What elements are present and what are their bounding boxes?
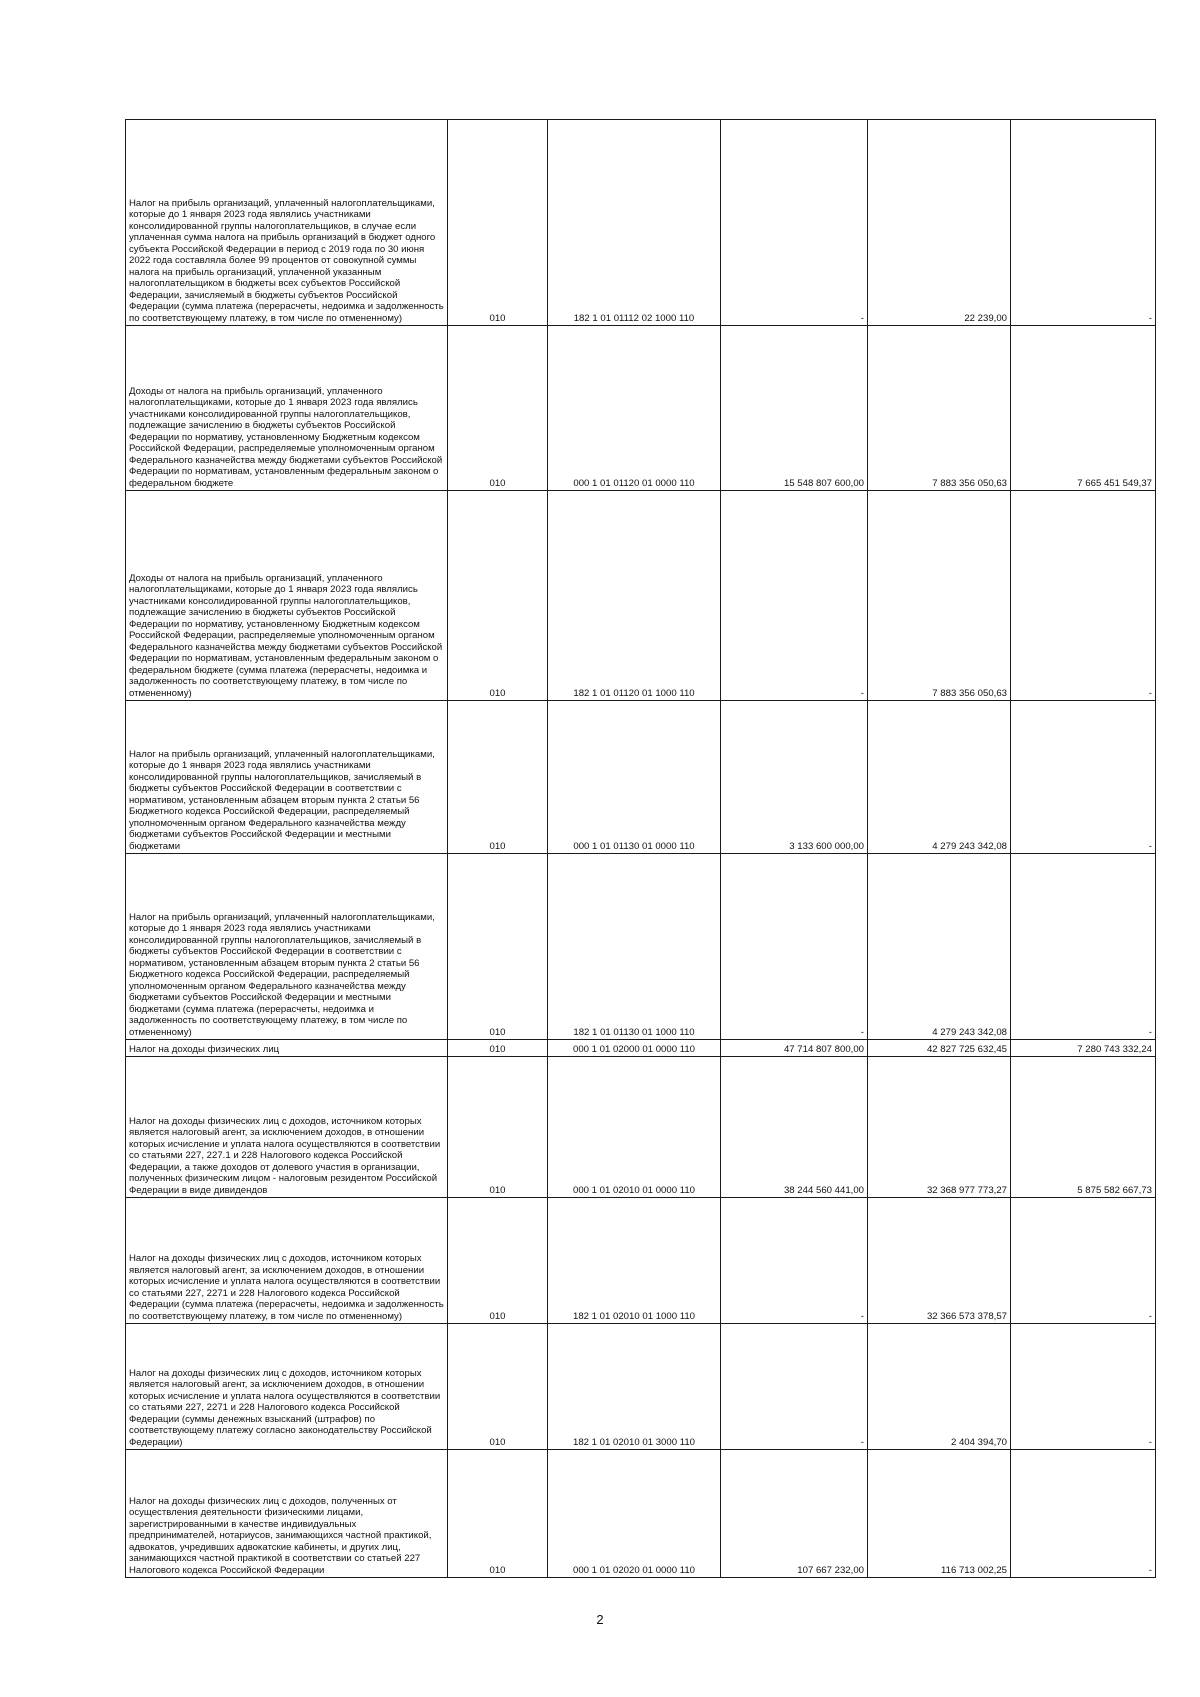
line-code-cell: 010 — [448, 1324, 548, 1450]
income-name-cell: Налог на доходы физических лиц с доходов, источником которых является налоговый агент, за исключением доходов, в отношении которых исчисление и уплата налога осуществляются в соответствии со статьями 227, 2271 и 228 Налогового кодекса Российской Федерации (сумма платежа (перерасчеты, недоимка и задолженность по соответствующему платежу, в том числе по отмененному) — [126, 1198, 448, 1324]
approved-amount-cell: 3 133 600 000,00 — [721, 701, 868, 854]
budget-classification-code-cell: 000 1 01 02000 01 0000 110 — [548, 1040, 721, 1057]
approved-amount-cell: - — [721, 491, 868, 701]
approved-amount-cell: 15 548 807 600,00 — [721, 326, 868, 491]
line-code-cell: 010 — [448, 1198, 548, 1324]
income-name-cell: Налог на прибыль организаций, уплаченный налогоплательщиками, которые до 1 января 2023 года являлись участниками консолидированной группы налогоплательщиков, зачисляемый в бюджеты субъектов Российской Федерации в соответствии с нормативом, установленным абзацем вторым пункта 2 статьи 56 Бюджетного кодекса Российской Федерации, распределяемый уполномоченным органом Федерального казначейства между бюджетами субъектов Российской Федерации и местными бюджетами — [126, 701, 448, 854]
approved-amount-cell: - — [721, 854, 868, 1040]
executed-amount-cell: 22 239,00 — [868, 120, 1011, 326]
income-name-cell: Доходы от налога на прибыль организаций, уплаченного налогоплательщиками, которые до 1 января 2023 года являлись участниками консолидированной группы налогоплательщиков, подлежащие зачислению в бюджеты субъектов Российской Федерации по нормативу, установленному Бюджетным кодексом Российской Федерации, распределяемые уполномоченным органом Федерального казначейства между бюджетами субъектов Российской Федерации по нормативам, установленным федеральным законом о федеральном бюджете (сумма платежа (перерасчеты, недоимка и задолженность по соответствующему платежу, в том числе по отмененному) — [126, 491, 448, 701]
table-row — [126, 1040, 1156, 1057]
approved-amount-cell: - — [721, 1198, 868, 1324]
table-row — [126, 491, 1156, 701]
executed-amount-cell: 42 827 725 632,45 — [868, 1040, 1011, 1057]
unexecuted-amount-cell: - — [1011, 491, 1156, 701]
budget-classification-code-cell: 000 1 01 01120 01 0000 110 — [548, 326, 721, 491]
approved-amount-cell: - — [721, 120, 868, 326]
line-code-cell: 010 — [448, 491, 548, 701]
budget-classification-code-cell: 182 1 01 01112 02 1000 110 — [548, 120, 721, 326]
unexecuted-amount-cell: - — [1011, 1324, 1156, 1450]
table-row — [126, 326, 1156, 491]
table-row — [126, 701, 1156, 854]
income-name-cell: Налог на доходы физических лиц — [126, 1040, 448, 1057]
unexecuted-amount-cell: - — [1011, 1450, 1156, 1578]
executed-amount-cell: 4 279 243 342,08 — [868, 701, 1011, 854]
budget-classification-code-cell: 000 1 01 01130 01 0000 110 — [548, 701, 721, 854]
unexecuted-amount-cell: 7 280 743 332,24 — [1011, 1040, 1156, 1057]
executed-amount-cell: 116 713 002,25 — [868, 1450, 1011, 1578]
line-code-cell: 010 — [448, 854, 548, 1040]
table-row — [126, 1057, 1156, 1198]
income-name-cell: Доходы от налога на прибыль организаций, уплаченного налогоплательщиками, которые до 1 января 2023 года являлись участниками консолидированной группы налогоплательщиков, подлежащие зачислению в бюджеты субъектов Российской Федерации по нормативу, установленному Бюджетным кодексом Российской Федерации, распределяемые уполномоченным органом Федерального казначейства между бюджетами субъектов Российской Федерации по нормативам, установленным федеральным законом о федеральном бюджете — [126, 326, 448, 491]
budget-classification-code-cell: 000 1 01 02010 01 0000 110 — [548, 1057, 721, 1198]
executed-amount-cell: 32 368 977 773,27 — [868, 1057, 1011, 1198]
income-name-cell: Налог на доходы физических лиц с доходов, полученных от осуществления деятельности физическими лицами, зарегистрированными в качестве индивидуальных предпринимателей, нотариусов, занимающихся частной практикой, адвокатов, учредивших адвокатские кабинеты, и других лиц, занимающихся частной практикой в соответствии со статьей 227 Налогового кодекса Российской Федерации — [126, 1450, 448, 1578]
income-name-cell: Налог на прибыль организаций, уплаченный налогоплательщиками, которые до 1 января 2023 года являлись участниками консолидированной группы налогоплательщиков, в случае если уплаченная сумма налога на прибыль организаций в бюджет одного субъекта Российской Федерации в период с 2019 года по 30 июня 2022 года составляла более 99 процентов от совокупной суммы налога на прибыль организаций, уплаченной указанным налогоплательщиком в бюджеты всех субъектов Российской Федерации, зачисляемый в бюджеты субъектов Российской Федерации (сумма платежа (перерасчеты, недоимка и задолженность по соответствующему платежу, в том числе по отмененному) — [126, 120, 448, 326]
unexecuted-amount-cell: - — [1011, 1198, 1156, 1324]
income-name-cell: Налог на доходы физических лиц с доходов, источником которых является налоговый агент, за исключением доходов, в отношении которых исчисление и уплата налога осуществляются в соответствии со статьями 227, 2271 и 228 Налогового кодекса Российской Федерации (суммы денежных взысканий (штрафов) по соответствующему платежу согласно законодательству Российской Федерации) — [126, 1324, 448, 1450]
budget-classification-code-cell: 182 1 01 01130 01 1000 110 — [548, 854, 721, 1040]
budget-classification-code-cell: 182 1 01 02010 01 1000 110 — [548, 1198, 721, 1324]
budget-classification-code-cell: 182 1 01 01120 01 1000 110 — [548, 491, 721, 701]
budget-classification-code-cell: 182 1 01 02010 01 3000 110 — [548, 1324, 721, 1450]
unexecuted-amount-cell: - — [1011, 854, 1156, 1040]
line-code-cell: 010 — [448, 701, 548, 854]
line-code-cell: 010 — [448, 120, 548, 326]
approved-amount-cell: - — [721, 1324, 868, 1450]
unexecuted-amount-cell: 7 665 451 549,37 — [1011, 326, 1156, 491]
budget-classification-code-cell: 000 1 01 02020 01 0000 110 — [548, 1450, 721, 1578]
executed-amount-cell: 2 404 394,70 — [868, 1324, 1011, 1450]
approved-amount-cell: 47 714 807 800,00 — [721, 1040, 868, 1057]
approved-amount-cell: 107 667 232,00 — [721, 1450, 868, 1578]
executed-amount-cell: 4 279 243 342,08 — [868, 854, 1011, 1040]
unexecuted-amount-cell: - — [1011, 701, 1156, 854]
executed-amount-cell: 7 883 356 050,63 — [868, 326, 1011, 491]
table-row — [126, 1198, 1156, 1324]
executed-amount-cell: 7 883 356 050,63 — [868, 491, 1011, 701]
unexecuted-amount-cell: - — [1011, 120, 1156, 326]
line-code-cell: 010 — [448, 326, 548, 491]
income-name-cell: Налог на доходы физических лиц с доходов, источником которых является налоговый агент, за исключением доходов, в отношении которых исчисление и уплата налога осуществляются в соответствии со статьями 227, 227.1 и 228 Налогового кодекса Российской Федерации, а также доходов от долевого участия в организации, полученных физическим лицом - налоговым резидентом Российской Федерации в виде дивидендов — [126, 1057, 448, 1198]
page-number: 2 — [596, 1612, 604, 1627]
executed-amount-cell: 32 366 573 378,57 — [868, 1198, 1011, 1324]
table-row — [126, 120, 1156, 326]
approved-amount-cell: 38 244 560 441,00 — [721, 1057, 868, 1198]
line-code-cell: 010 — [448, 1057, 548, 1198]
table-row — [126, 1324, 1156, 1450]
table-row — [126, 1450, 1156, 1578]
unexecuted-amount-cell: 5 875 582 667,73 — [1011, 1057, 1156, 1198]
table-row — [126, 854, 1156, 1040]
line-code-cell: 010 — [448, 1450, 548, 1578]
income-name-cell: Налог на прибыль организаций, уплаченный налогоплательщиками, которые до 1 января 2023 года являлись участниками консолидированной группы налогоплательщиков, зачисляемый в бюджеты субъектов Российской Федерации в соответствии с нормативом, установленным абзацем вторым пункта 2 статьи 56 Бюджетного кодекса Российской Федерации, распределяемый уполномоченным органом Федерального казначейства между бюджетами субъектов Российской Федерации и местными бюджетами (сумма платежа (перерасчеты, недоимка и задолженность по соответствующему платежу, в том числе по отмененному) — [126, 854, 448, 1040]
line-code-cell: 010 — [448, 1040, 548, 1057]
revenue-table — [125, 119, 1156, 1578]
